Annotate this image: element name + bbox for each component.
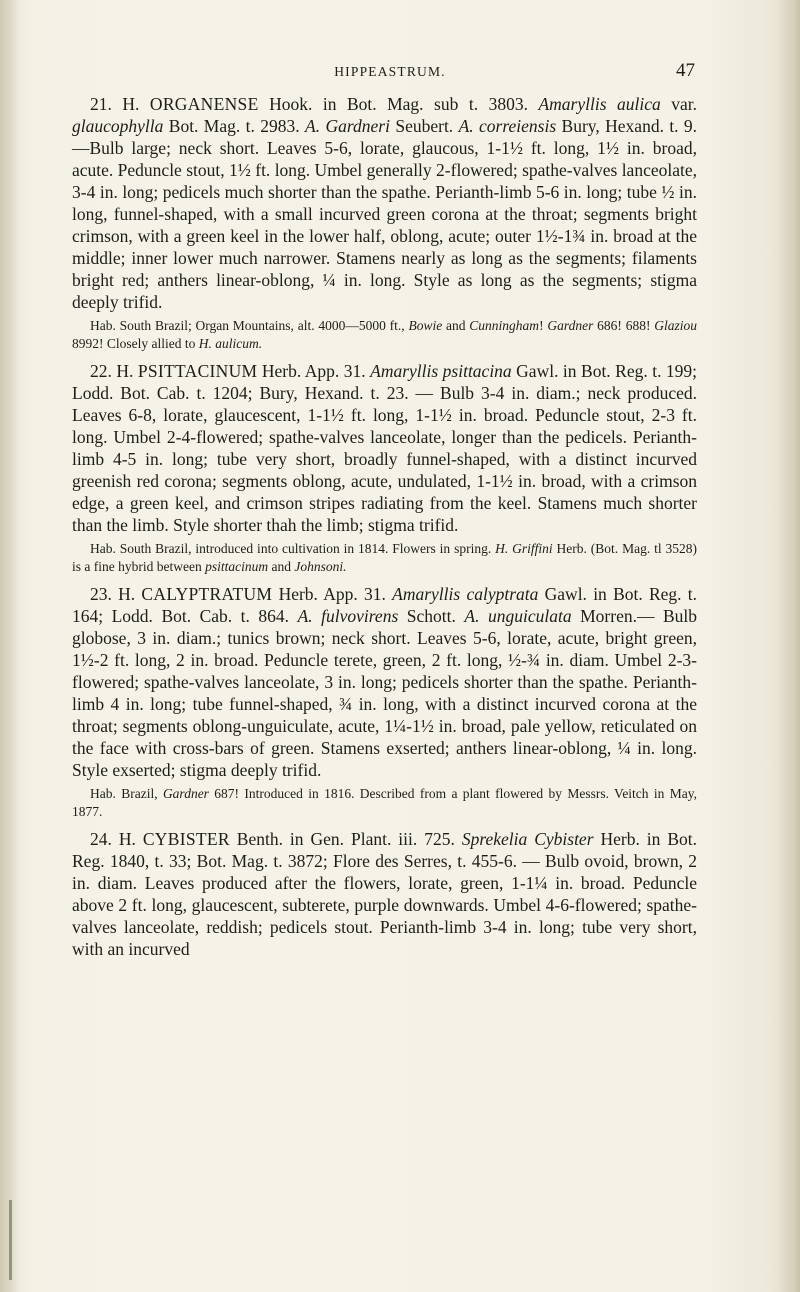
species-epithet: ORGANENSE [149, 94, 259, 114]
authority: Herb. App. 31. [278, 584, 386, 604]
parent-species: Johnsoni. [294, 558, 347, 574]
allied-species: H. aulicum. [198, 335, 263, 351]
habitat-text: and [271, 558, 291, 574]
citation-text: Schott. [406, 606, 456, 626]
genus-abbrev: H. [118, 829, 136, 849]
page-gutter-shadow [0, 0, 20, 1292]
species-epithet: CYBISTER [142, 829, 230, 849]
habitat-text: Herb. (Bot. Mag. tl 3528) is a fine hybrid between [72, 541, 697, 574]
entry-number: 23. [90, 584, 112, 604]
synonym: Amaryllis aulica [538, 94, 661, 114]
synonym: A. fulvovirens [297, 606, 399, 626]
synonym: Sprekelia Cybister [461, 829, 594, 849]
hybrid-name: H. Griffini [495, 541, 553, 556]
habitat-text: Hab. South Brazil, introduced into cultivation in 1814. Flowers in spring. [90, 541, 492, 556]
habitat-text: ! [539, 318, 544, 333]
synonym: A. Gardneri [305, 116, 390, 136]
entry-number: 22. [90, 361, 112, 381]
running-title: HIPPEASTRUM. [334, 64, 446, 79]
binding-mark [9, 1200, 12, 1280]
habitat-text: Hab. Brazil, [90, 786, 158, 801]
habitat-text: 686! 688! [597, 318, 651, 333]
species-entry-22 [72, 360, 697, 536]
authority: Hook. in Bot. Mag. sub t. 3803. [269, 94, 528, 114]
habitat-text: 687! Introduced in 1816. Described from a plant flowered by Messrs. Veitch in May, 1877. [72, 786, 697, 819]
authority: Herb. App. 31. [261, 361, 366, 381]
synonym: Amaryllis calyptrata [392, 584, 539, 604]
habitat-text: Hab. South Brazil; Organ Mountains, alt. 4000—5000 ft., [90, 318, 405, 333]
species-entry-21 [72, 93, 697, 313]
genus-abbrev: H. [118, 584, 136, 604]
citation-text: Gawl. in Bot. Reg. t. 164; Lodd. Bot. Cab. t. 864. [72, 584, 698, 626]
synonym: A. correiensis [458, 116, 557, 136]
collector-name: Cunningham [469, 318, 540, 333]
genus-abbrev: H. [122, 94, 140, 114]
authority: Benth. in Gen. Plant. iii. 725. [236, 829, 455, 849]
collector-name: Gardner [162, 786, 209, 801]
habitat-note-22 [72, 540, 697, 575]
description: Morren.— Bulb globose, 3 in. diam.; tunics brown; neck short. Leaves 5-6, lorate, acute, bright green, 1½-2 ft. long, 2 in. broad. Peduncle terete, green, 2 ft. long, ½-¾ in. diam. Umbel 2-3-flowered; spathe-valves lanceolate, 3 in. long; pedicels shorter than the spathe. Perianth-limb 4 in. long; tube funnel-shaped, ¾ in. long, with a distinct incurved corona at the throat; segments oblong-unguiculate, acute, 1¼-1½ in. broad, pale yellow, reticulated on the face with cross-bars of green. Stamens exserted; anthers linear-oblong, ¼ in. long. Style exserted; stigma deeply trifid. [72, 606, 698, 780]
species-epithet: CALYPTRATUM [141, 584, 273, 604]
species-epithet: PSITTACINUM [137, 361, 258, 381]
habitat-text: and [446, 318, 466, 333]
synonym: glaucophylla [72, 116, 164, 136]
entry-number: 21. [90, 94, 112, 114]
habitat-note-23 [72, 785, 697, 820]
page-edge-shadow [778, 0, 800, 1292]
description: Herb. in Bot. Reg. 1840, t. 33; Bot. Mag. t. 3872; Flore des Serres, t. 455-6. — Bulb ovoid, brown, 2 in. diam. Leaves produced after the flowers, lorate, green, 1-1¼ in. broad. Peduncle above 2 ft. long, glaucescent, subterete, purple downwards. Umbel 4-6-flowered; spathe-valves lanceolate, reddish; pedicels stout. Perianth-limb 3-4 in. long; tube very short, with an incurved [72, 829, 698, 959]
collector-name: Gardner [547, 318, 594, 333]
description: Bury, Hexand. t. 9.—Bulb large; neck short. Leaves 5-6, lorate, glaucous, 1-1½ ft. long, 1½ in. broad, acute. Peduncle stout, 1½ ft. long. Umbel generally 2-flowered; spathe-valves lanceolate, 3-4 in. long; pedicels much shorter than the spathe. Perianth-limb 5-6 in. long; tube ½ in. long, funnel-shaped, with a small incurved green corona at the throat; segments bright crimson, with a green keel in the lower half, oblong, acute; outer 1½-1¾ in. broad at the middle; inner lower much narrower. Stamens nearly as long as the segments; filaments bright red; anthers linear-oblong, ¼ in. long. Style as long as the segments; stigma deeply trifid. [72, 116, 698, 312]
citation-text: var. [671, 94, 698, 114]
parent-species: psittacinum [205, 558, 269, 574]
description: Gawl. in Bot. Reg. t. 199; Lodd. Bot. Cab. t. 1204; Bury, Hexand. t. 23. — Bulb 3-4 in. diam.; neck produced. Leaves 6-8, lorate, glaucescent, 1-1½ ft. long, 1-1½ in. broad. Peduncle stout, 2-3 ft. long. Umbel 2-4-flowered; spathe-valves lanceolate, longer than the pedicels. Perianth-limb 4-5 in. long; tube very short, broadly funnel-shaped, with a distinct incurved greenish red corona; segments oblong, acute, undulated, 1-1½ in. broad, with a crimson edge, a green keel, and crimson stripes radiating from the keel. Stamens much shorter than the limb. Style shorter thah the limb; stigma trifid. [72, 361, 698, 535]
habitat-note-21 [72, 317, 697, 352]
entry-number: 24. [90, 829, 112, 849]
text-column [72, 93, 697, 960]
synonym: A. unguiculata [464, 606, 572, 626]
page-number: 47 [676, 60, 695, 81]
collector-name: Bowie [408, 318, 443, 333]
citation-text: Bot. Mag. t. 2983. [168, 116, 300, 136]
genus-abbrev: H. [116, 361, 134, 381]
species-entry-23 [72, 583, 697, 781]
species-entry-24 [72, 828, 697, 960]
habitat-text: 8992! Closely allied to [72, 335, 196, 351]
citation-text: Seubert. [395, 116, 454, 136]
collector-name: Glaziou [654, 318, 698, 333]
synonym: Amaryllis psittacina [370, 361, 512, 381]
